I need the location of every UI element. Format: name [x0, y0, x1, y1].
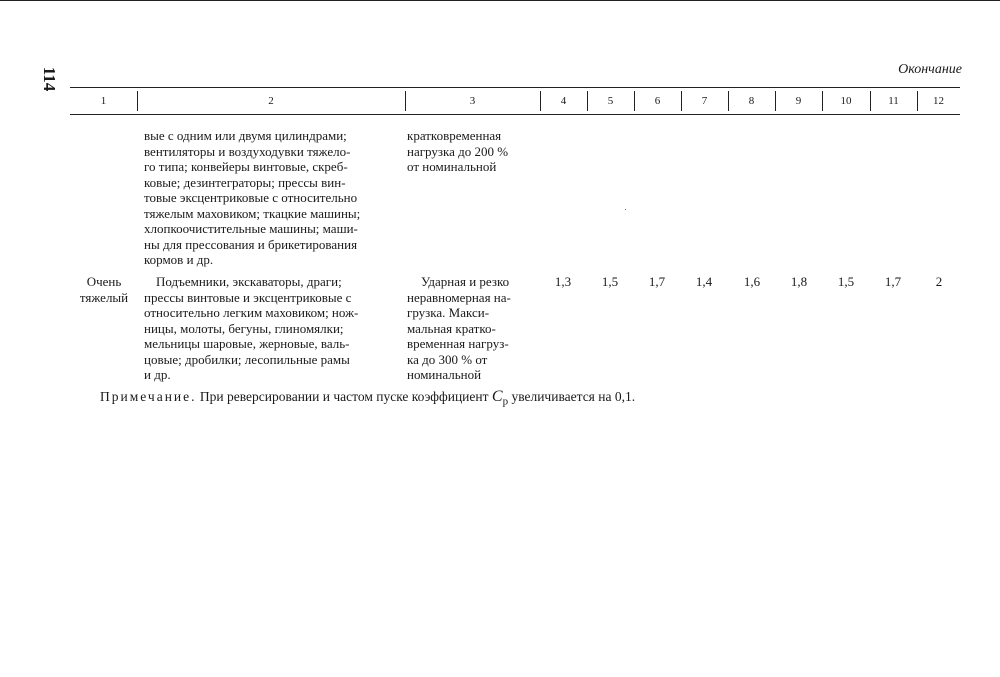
heavy-row-machines: [144, 274, 400, 383]
text-line: от номинальной: [407, 159, 497, 174]
column-number-5: 5: [607, 95, 614, 107]
text-line: хлопкоочистительные машины; маши-: [144, 221, 358, 236]
column-number-8: 8: [748, 95, 755, 107]
text-line: Подъемники, экскаваторы, драги;: [156, 274, 342, 289]
text-line: мальная кратко-: [407, 320, 496, 336]
text-line: мельницы шаровые, жерновые, валь-: [144, 336, 350, 351]
text-line: Ударная и резко: [421, 274, 510, 289]
coefficient-subscript: р: [502, 395, 509, 408]
text-line: тяжелый: [79, 289, 129, 305]
continuation-label: Окончание: [898, 62, 962, 77]
continued-row-load: [407, 128, 539, 175]
text-line: неравномерная на-: [407, 289, 511, 305]
column-separator: [587, 91, 588, 111]
value-col-9: 1,8: [790, 274, 808, 289]
print-speck: [625, 209, 626, 210]
top-border-line: [0, 0, 1000, 1]
text-line: номинальной: [407, 367, 482, 382]
text-line: прессы винтовые и эксцентриковые с: [144, 289, 352, 305]
column-separator: [822, 91, 823, 111]
text-line: вые с одним или двумя цилиндрами;: [144, 128, 347, 143]
value-col-10: 1,5: [837, 274, 855, 289]
text-line: тяжелым маховиком; ткацкие машины;: [144, 205, 361, 221]
value-col-8: 1,6: [743, 274, 761, 289]
column-separator: [728, 91, 729, 111]
coefficient-symbol: C: [491, 388, 503, 405]
heavy-row-load: [407, 274, 539, 383]
column-number-9: 9: [795, 95, 802, 107]
column-number-6: 6: [654, 95, 661, 107]
text-line: Очень: [86, 274, 122, 289]
heavy-row-mode: [72, 274, 136, 305]
text-line: товые эксцентриковые с относительно: [144, 190, 358, 205]
column-number-10: 10: [840, 95, 852, 107]
column-separator: [405, 91, 406, 111]
text-line: го типа; конвейеры винтовые, скреб-: [144, 159, 348, 174]
text-line: и др.: [144, 367, 171, 382]
text-line: нагрузка до 200 %: [407, 143, 509, 159]
column-separator: [917, 91, 918, 111]
column-separator: [681, 91, 682, 111]
value-col-4: 1,3: [554, 274, 572, 289]
text-line: ны для прессования и брикетирования: [144, 236, 358, 252]
value-col-11: 1,7: [884, 274, 902, 289]
column-separator: [137, 91, 138, 111]
page-number: 114: [40, 66, 59, 92]
value-col-5: 1,5: [601, 274, 619, 289]
column-separator: [540, 91, 541, 111]
text-line: относительно легким маховиком; нож-: [144, 305, 359, 320]
continued-row-machines: [144, 128, 400, 268]
text-line: вентиляторы и воздуходувки тяжело-: [144, 143, 351, 159]
table-note: [100, 388, 635, 408]
column-separator: [634, 91, 635, 111]
value-col-7: 1,4: [695, 274, 713, 289]
column-number-12: 12: [933, 95, 944, 107]
text-line: цовые; дробилки; лесопильные рамы: [144, 351, 350, 367]
note-text-after: увеличивается на 0,1.: [511, 389, 636, 404]
text-line: временная нагруз-: [407, 336, 509, 351]
column-number-4: 4: [560, 95, 567, 107]
text-line: кормов и др.: [144, 252, 214, 267]
text-line: ка до 300 % от: [407, 351, 488, 367]
column-number-7: 7: [701, 95, 708, 107]
note-label: Примечание.: [100, 389, 197, 404]
value-col-6: 1,7: [648, 274, 666, 289]
column-number-1: 1: [100, 95, 107, 107]
column-separator: [775, 91, 776, 111]
table-header-row: [70, 88, 960, 114]
table-header-bottom-rule: [70, 114, 960, 115]
text-line: ковые; дезинтеграторы; прессы вин-: [144, 174, 346, 190]
text-line: грузка. Макси-: [407, 305, 490, 320]
note-text-before: При реверсировании и частом пуске коэффициент: [199, 389, 489, 404]
value-col-12: 2: [935, 274, 943, 289]
column-separator: [870, 91, 871, 111]
column-number-2: 2: [268, 95, 274, 107]
column-number-3: 3: [469, 95, 476, 107]
text-line: ницы, молоты, бегуны, глиномялки;: [144, 320, 344, 336]
column-number-11: 11: [888, 95, 899, 107]
text-line: кратковременная: [407, 128, 502, 143]
